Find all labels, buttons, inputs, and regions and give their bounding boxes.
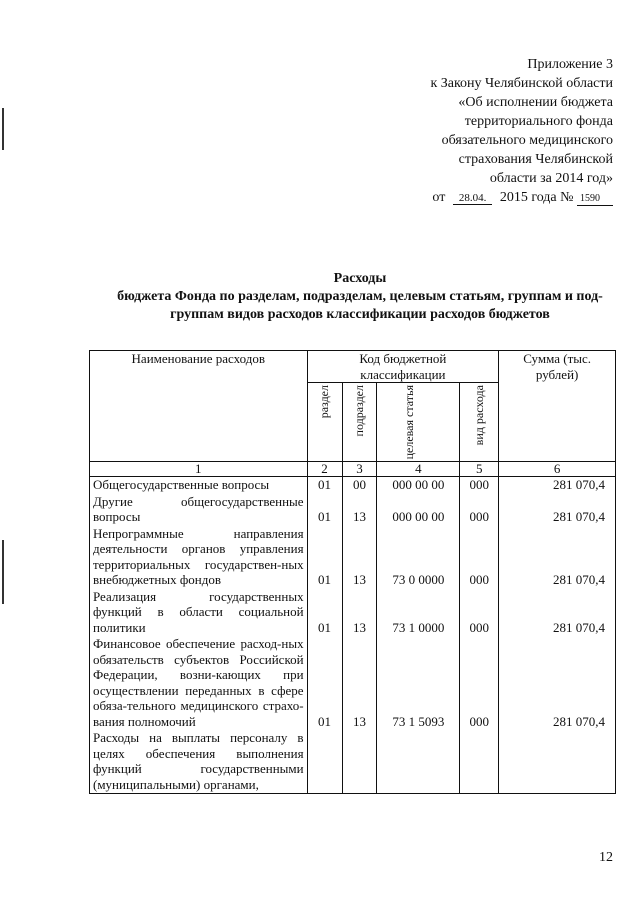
table-row [90,636,616,730]
appendix-header [430,55,613,207]
row-subsection: 13 [342,526,377,589]
document-title [70,270,640,324]
row-subsection: 13 [342,589,377,637]
table-row [90,477,616,494]
row-sum: 281 070,4 [499,589,616,637]
header-sum: Сумма (тыс. рублей) [499,351,616,462]
header-subsection-label: подраздел [351,385,366,437]
row-type: 000 [460,526,499,589]
table-row [90,526,616,589]
row-name: Финансовое обеспечение расход-ных обязательств субъектов Российской Федерации, возни-кающих при осуществлении переданных в сфере обяза-тельного медицинского страхо-вания полномочий [90,636,308,730]
row-target: 000 00 00 [377,494,460,526]
law-number: 1590 [577,193,613,206]
title-line: бюджета Фонда по разделам, подразделам, целевым статьям, группам и под- [117,289,603,304]
appendix-line: страхования Челябинской [458,152,613,167]
row-section: 01 [307,636,342,730]
expenses-table [89,350,616,794]
row-target [377,730,460,794]
page-number: 12 [599,850,613,865]
row-name: Непрограммные направления деятельности органов управления территориальных государствен-ных внебюджетных фондов [90,526,308,589]
header-code-group: Код бюджетной классификации [307,351,499,383]
column-number: 2 [307,462,342,477]
row-type: 000 [460,477,499,494]
header-target [377,383,460,462]
column-number: 5 [460,462,499,477]
appendix-line: области за 2014 год» [489,171,613,186]
scan-artifact-mark [2,540,4,604]
header-expense-type [460,383,499,462]
header-subsection [342,383,377,462]
row-section: 01 [307,589,342,637]
row-sum: 281 070,4 [499,636,616,730]
appendix-line: Приложение 3 [527,57,613,72]
header-target-label: целевая статья [402,385,417,460]
row-target: 000 00 00 [377,477,460,494]
column-number: 3 [342,462,377,477]
row-section [307,730,342,794]
row-sum: 281 070,4 [499,526,616,589]
appendix-line: обязательного медицинского [441,133,613,148]
row-name: Расходы на выплаты персоналу в целях обеспечения выполнения функций государственными (муниципальными) органами, [90,730,308,794]
appendix-line: территориального фонда [464,114,613,129]
column-number: 4 [377,462,460,477]
table-row [90,730,616,794]
row-target: 73 0 0000 [377,526,460,589]
row-type [460,730,499,794]
table-row [90,589,616,637]
row-section: 01 [307,526,342,589]
row-type: 000 [460,589,499,637]
row-target: 73 1 0000 [377,589,460,637]
header-section-label: раздел [317,385,332,419]
scan-artifact-mark [2,108,4,150]
column-number-row [90,462,616,477]
header-expense-type-label: вид расхода [471,385,486,446]
appendix-line: «Об исполнении бюджета [458,95,613,110]
table-row [90,494,616,526]
row-sum: 281 070,4 [499,494,616,526]
appendix-line: к Закону Челябинской области [430,76,613,91]
column-number: 6 [499,462,616,477]
header-section [307,383,342,462]
row-type: 000 [460,636,499,730]
year-text: 2015 года № [499,190,574,205]
law-date-line [430,188,613,207]
row-name: Реализация государственных функций в области социальной политики [90,589,308,637]
row-subsection: 13 [342,636,377,730]
row-section: 01 [307,477,342,494]
row-sum: 281 070,4 [499,477,616,494]
date-prefix: от [432,190,446,205]
row-name: Общегосударственные вопросы [90,477,308,494]
row-subsection: 13 [342,494,377,526]
row-subsection [342,730,377,794]
column-number: 1 [90,462,308,477]
row-name: Другие общегосударственные вопросы [90,494,308,526]
date-value: 28.04. [453,192,493,205]
row-subsection: 00 [342,477,377,494]
title-line: группам видов расходов классификации расходов бюджетов [170,307,550,322]
header-name: Наименование расходов [90,351,308,462]
title-line: Расходы [333,271,387,286]
row-section: 01 [307,494,342,526]
table-header-row [90,351,616,383]
row-target: 73 1 5093 [377,636,460,730]
row-sum [499,730,616,794]
row-type: 000 [460,494,499,526]
